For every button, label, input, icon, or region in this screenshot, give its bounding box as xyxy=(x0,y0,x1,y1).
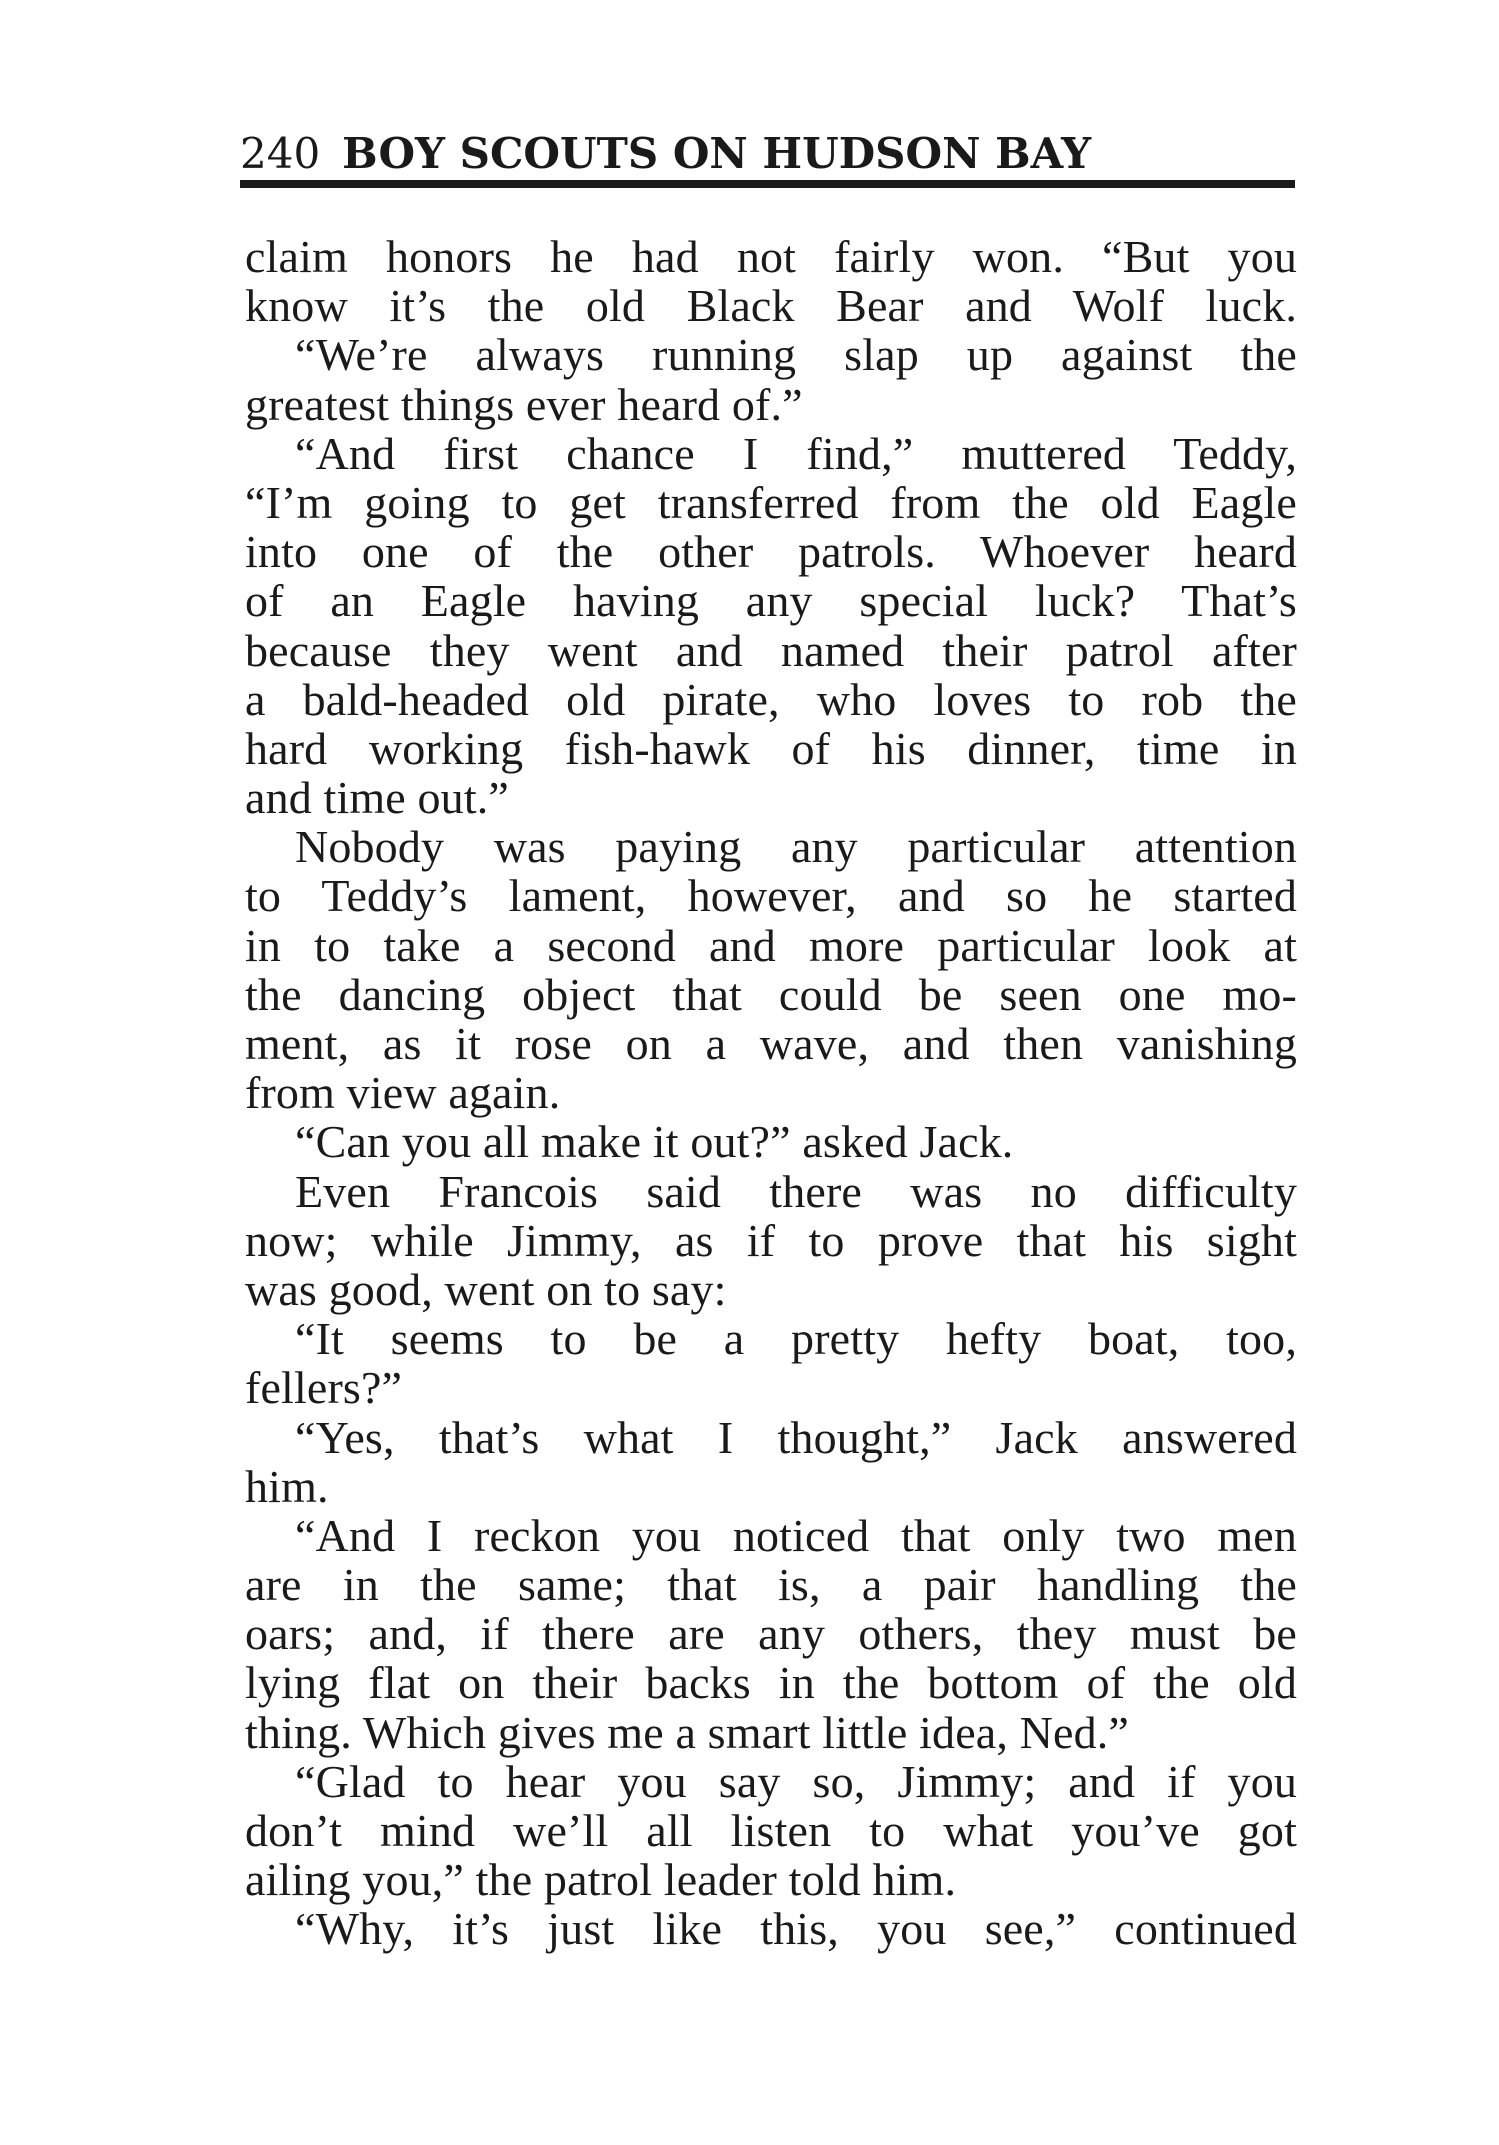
text-line: know it’s the old Black Bear and Wolf luck. xyxy=(245,280,1297,332)
text-line: oars; and, if there are any others, they must be xyxy=(245,1608,1297,1660)
text-line: ailing you,” the patrol leader told him. xyxy=(245,1854,957,1906)
text-line: and time out.” xyxy=(245,772,509,824)
text-line: “We’re always running slap up against the xyxy=(295,329,1297,381)
text-line: ment, as it rose on a wave, and then vanishing xyxy=(245,1018,1297,1069)
body-text xyxy=(245,232,1297,1954)
text-line: because they went and named their patrol after xyxy=(245,624,1297,676)
text-line: into one of the other patrols. Whoever heard xyxy=(245,526,1297,578)
text-line: “And first chance I find,” muttered Teddy, xyxy=(295,427,1297,479)
text-line: him. xyxy=(245,1460,329,1512)
text-line: don’t mind we’ll all listen to what you’ve got xyxy=(245,1805,1297,1856)
text-line: are in the same; that is, a pair handling the xyxy=(245,1559,1297,1611)
text-line: claim honors he had not fairly won. “But you xyxy=(245,231,1297,282)
text-line: the dancing object that could be seen one mo- xyxy=(245,968,1297,1020)
text-line: “Why, it’s just like this, you see,” continued xyxy=(295,1903,1297,1955)
running-header xyxy=(240,118,1295,178)
text-line: “Yes, that’s what I thought,” Jack answered xyxy=(295,1411,1297,1463)
text-line: thing. Which gives me a smart little idea, Ned.” xyxy=(245,1706,1129,1758)
text-line: “And I reckon you noticed that only two men xyxy=(295,1509,1297,1561)
text-line: Nobody was paying any particular attention xyxy=(295,821,1297,873)
text-line: greatest things ever heard of.” xyxy=(245,378,803,430)
page-number: 240 xyxy=(240,129,321,178)
text-line: Even Francois said there was no difficulty xyxy=(295,1165,1297,1217)
text-line: “Can you all make it out?” asked Jack. xyxy=(295,1116,1014,1168)
text-line: fellers?” xyxy=(245,1362,403,1414)
text-line: from view again. xyxy=(245,1067,561,1119)
text-line: in to take a second and more particular look at xyxy=(245,919,1297,971)
text-line: was good, went on to say: xyxy=(245,1263,727,1315)
running-title: BOY SCOUTS ON HUDSON BAY xyxy=(342,129,1092,178)
text-line: “It seems to be a pretty hefty boat, too, xyxy=(295,1313,1297,1365)
text-line: “I’m going to get transferred from the old Eagle xyxy=(245,476,1297,528)
text-line: lying flat on their backs in the bottom of the old xyxy=(245,1657,1297,1709)
text-line: hard working fish-hawk of his dinner, time in xyxy=(245,722,1297,774)
text-line: a bald-headed old pirate, who loves to rob the xyxy=(245,673,1297,725)
header-rule xyxy=(240,180,1295,188)
text-line: “Glad to hear you say so, Jimmy; and if you xyxy=(295,1755,1297,1807)
text-line: now; while Jimmy, as if to prove that his sight xyxy=(245,1214,1297,1266)
text-line: of an Eagle having any special luck? That’s xyxy=(245,575,1297,627)
text-line: to Teddy’s lament, however, and so he started xyxy=(245,870,1297,922)
